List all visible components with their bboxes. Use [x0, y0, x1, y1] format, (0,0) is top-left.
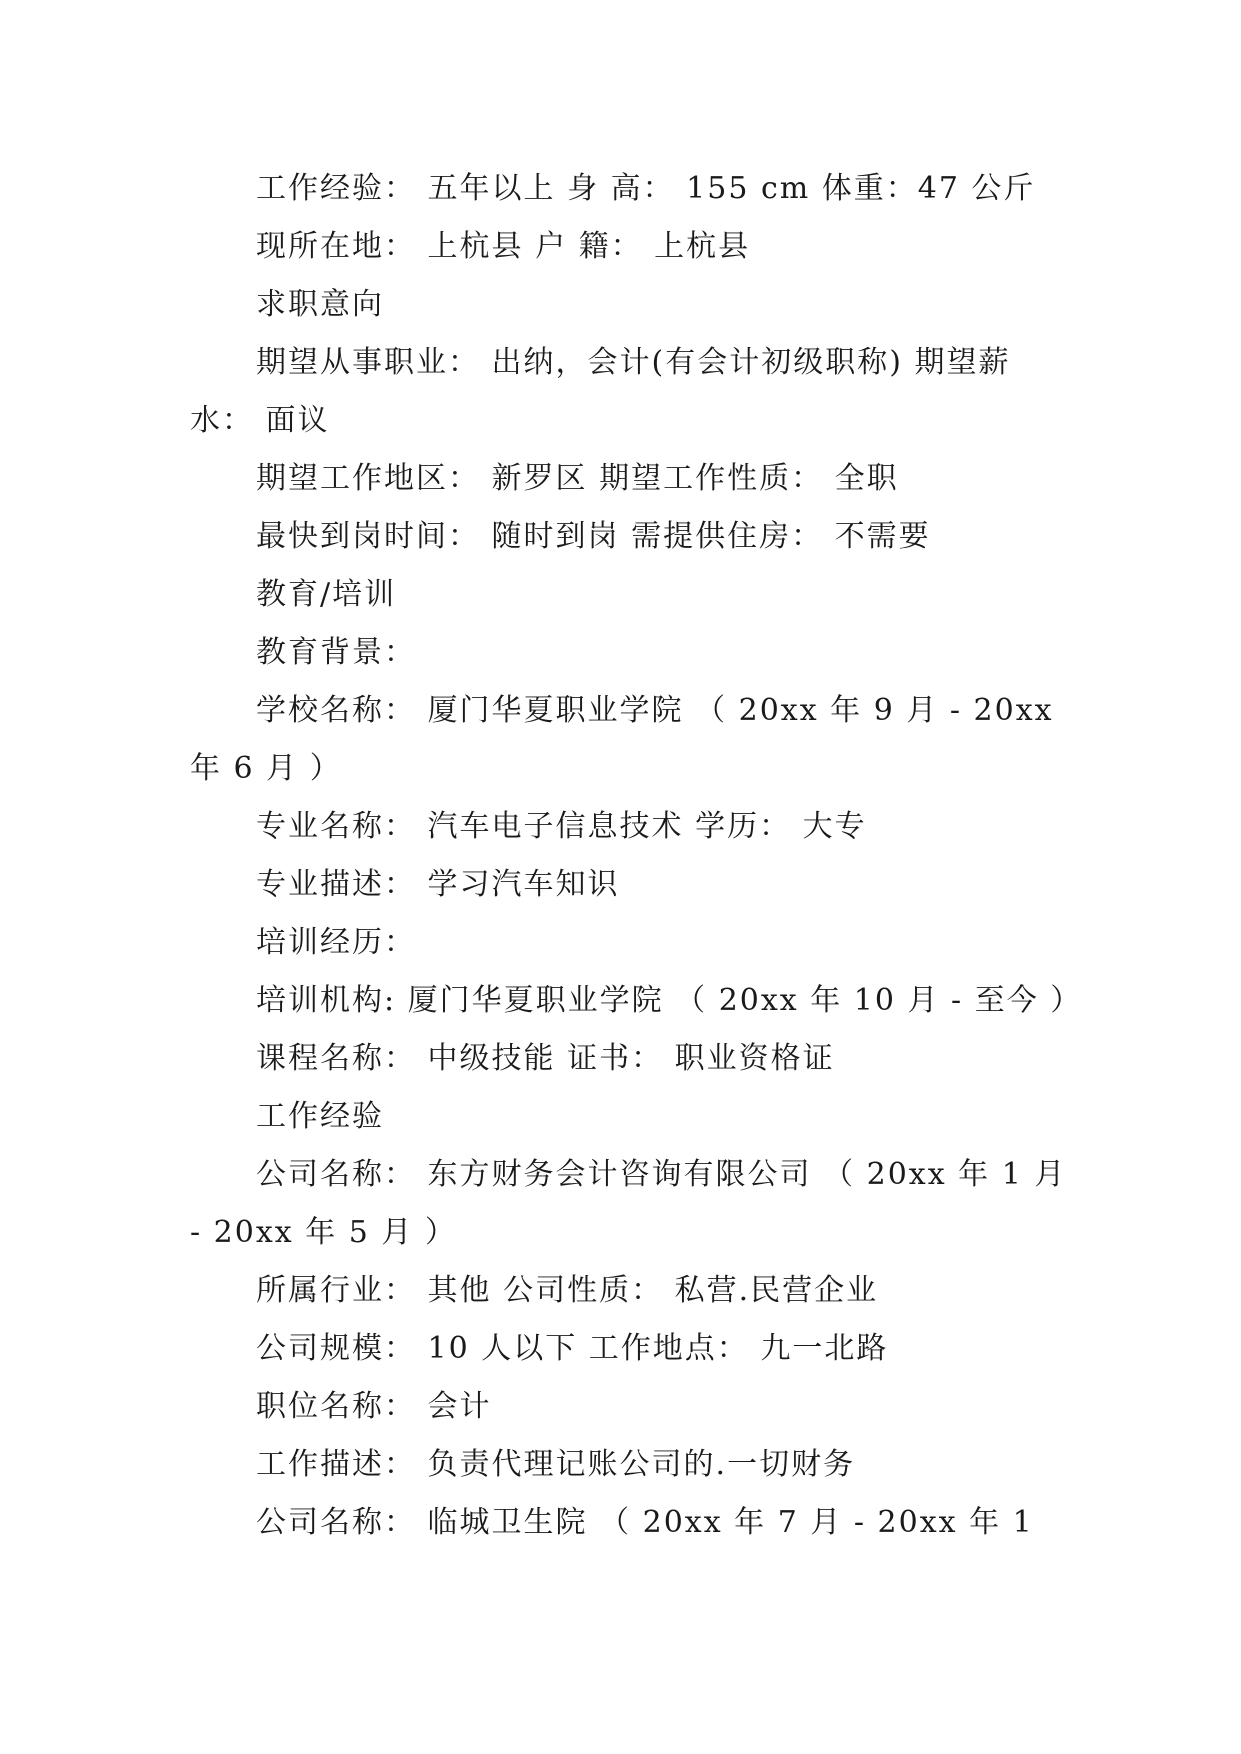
line-job-description: 工作描述： 负责代理记账公司的.一切财务 [256, 1447, 856, 1482]
line-company-1-end-date: - 20xx 年 5 月 ） [190, 1215, 457, 1250]
line-start-time-housing: 最快到岗时间： 随时到岗 需提供住房： 不需要 [256, 519, 931, 554]
line-school-end-date: 年 6 月 ） [190, 751, 342, 786]
line-expected-occupation: 期望从事职业： 出纳，会计(有会计初级职称) 期望薪 [256, 345, 1011, 380]
line-position-title: 职位名称： 会计 [256, 1389, 492, 1424]
section-heading-education-training: 教育/培训 [256, 577, 397, 612]
line-training-institution: 培训机构: 厦门华夏职业学院 （ 20xx 年 10 月 - 至今 ） [256, 983, 1083, 1018]
section-heading-job-intention: 求职意向 [256, 287, 384, 322]
subheading-education-background: 教育背景： [256, 635, 416, 670]
line-expected-area-nature: 期望工作地区： 新罗区 期望工作性质： 全职 [256, 461, 899, 496]
line-work-experience-height-weight: 工作经验： 五年以上 身 高： 155 cm 体重：47 公斤 [256, 171, 1036, 206]
subheading-training-history: 培训经历： [256, 925, 416, 960]
line-expected-salary: 水： 面议 [190, 403, 330, 438]
line-major-degree: 专业名称： 汽车电子信息技术 学历： 大专 [256, 809, 867, 844]
line-location-hukou: 现所在地： 上杭县 户 籍： 上杭县 [256, 229, 751, 264]
resume-body [190, 160, 1083, 1552]
line-company-name-1: 公司名称： 东方财务会计咨询有限公司 （ 20xx 年 1 月 [256, 1157, 1067, 1192]
line-school-name: 学校名称： 厦门华夏职业学院 （ 20xx 年 9 月 - 20xx [256, 693, 1054, 728]
line-major-description: 专业描述： 学习汽车知识 [256, 867, 620, 902]
line-company-name-2: 公司名称： 临城卫生院 （ 20xx 年 7 月 - 20xx 年 1 [256, 1505, 1034, 1540]
line-course-certificate: 课程名称： 中级技能 证书： 职业资格证 [256, 1041, 835, 1076]
line-company-size-location: 公司规模： 10 人以下 工作地点： 九一北路 [256, 1331, 889, 1366]
line-industry-company-type: 所属行业： 其他 公司性质： 私营.民营企业 [256, 1273, 879, 1308]
section-heading-work-experience: 工作经验 [256, 1099, 384, 1134]
